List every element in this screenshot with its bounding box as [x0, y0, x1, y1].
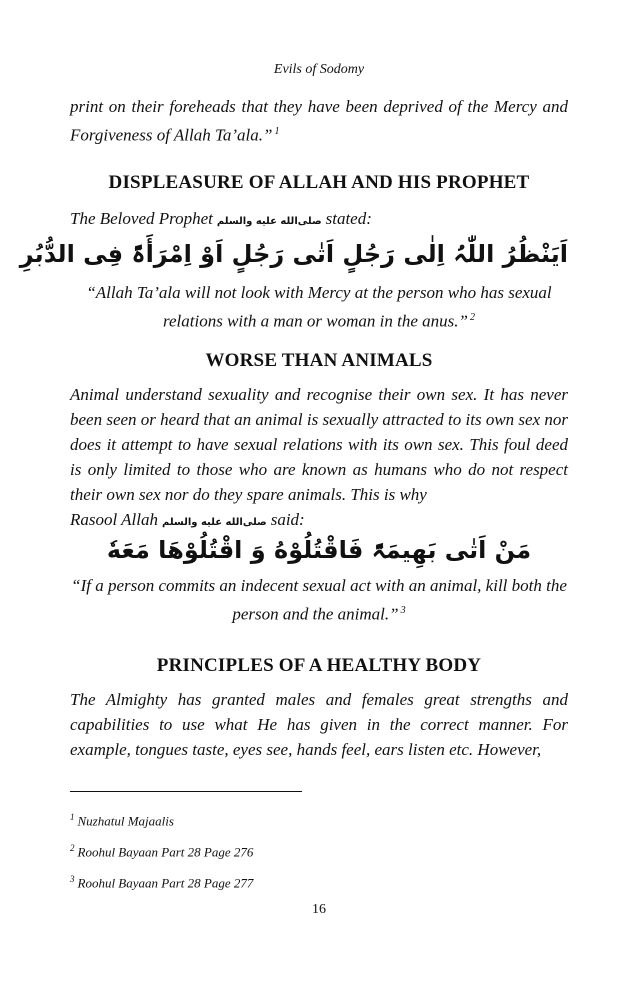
lead-text-after: said: [270, 510, 305, 529]
section1-lead [70, 206, 568, 234]
footnote-number: 1 [70, 812, 75, 822]
footnote-1 [70, 812, 174, 829]
footnote-divider [70, 791, 302, 792]
arabic-hadith-1: اَیَنْظُرُ اللّٰہُ اِلٰی رَجُلٍ اَتٰی رَجُلٍ اَوْ اِمْرَأَۃً فِی الدُّبُرِ [19, 240, 568, 268]
lead-text: The Beloved Prophet [70, 209, 213, 228]
footnote-2 [70, 843, 253, 860]
section3-body [70, 687, 568, 762]
footnote-text: Nuzhatul Majaalis [77, 813, 174, 829]
footnote-number: 2 [70, 843, 75, 853]
translation-text: “Allah Ta’ala will not look with Mercy at the person who has sexual relations with a man or woman in the anus.” [86, 283, 552, 331]
footnote-text: Roohul Bayaan Part 28 Page 276 [77, 844, 254, 860]
running-head: Evils of Sodomy [273, 62, 365, 77]
arabic-hadith-2: مَنْ اَتٰی بَهِیمَۃً فَاقْتُلُوْهُ وَ اقْتُلُوْهَا مَعَهٗ [106, 536, 532, 564]
page-number: 16 [312, 902, 326, 917]
footnote-ref: 2 [469, 312, 475, 323]
lead-text-after: stated: [325, 209, 372, 228]
footnote-ref: 1 [274, 126, 280, 137]
intro-paragraph [70, 94, 568, 148]
section-heading-healthy-body: PRINCIPLES OF A HEALTHY BODY [156, 655, 482, 676]
translation-text: “If a person commits an indecent sexual act with an animal, kill both the person and the animal.” [71, 576, 567, 624]
footnote-3 [70, 874, 253, 891]
section-heading-displeasure: DISPLEASURE OF ALLAH AND HIS PROPHET [108, 172, 530, 193]
footnote-text: Roohul Bayaan Part 28 Page 277 [77, 875, 254, 891]
body-paragraph: The Almighty has granted males and females great strengths and capabilities to use what He has given in the correct manner. For example, tongues taste, eyes see, hands feel, ears listen etc. However, [70, 690, 568, 759]
section-heading-worse-than-animals: WORSE THAN ANIMALS [205, 350, 433, 371]
section2-body [70, 382, 568, 535]
intro-text: print on their foreheads that they have been deprived of the Mercy and Forgiveness of Allah Ta’ala.” [70, 97, 568, 145]
translation-1 [70, 280, 568, 334]
body-paragraph: Animal understand sexuality and recognise their own sex. It has never been seen or heard that an animal is sexually attracted to its own sex nor does it attempt to have sexual relations with its own sex. This foul deed is only limited to those who are known as humans who do not respect their own sex nor do they spare animals. This is why [70, 385, 568, 504]
translation-2 [70, 573, 568, 627]
footnote-number: 3 [70, 874, 75, 884]
salutation-text: صلی‌الله علیه والسلم [216, 216, 322, 227]
salutation-text: صلی‌الله علیه والسلم [162, 517, 267, 528]
footnote-ref: 3 [400, 605, 406, 616]
lead-text: Rasool Allah [70, 510, 158, 529]
